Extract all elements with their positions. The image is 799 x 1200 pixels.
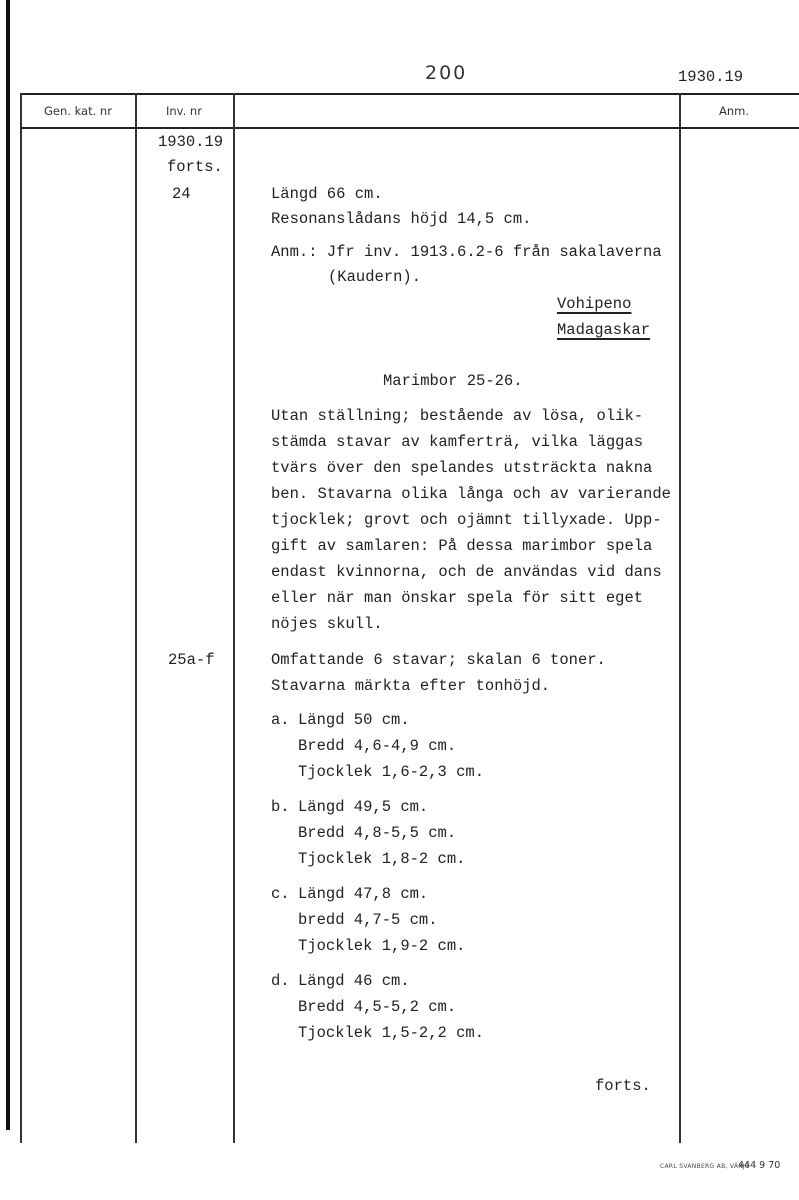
bar-d-label: d. xyxy=(271,972,290,990)
item25-intro-line2: Stavarna märkta efter tonhöjd. xyxy=(271,677,551,695)
marimbor-paragraph-line: eller när man önskar spela för sitt eget xyxy=(271,589,644,607)
card-number: 1930.19 xyxy=(678,68,744,86)
marimbor-paragraph-line: gift av samlaren: På dessa marimbor spela xyxy=(271,537,653,555)
inv-item-25a-f: 25a-f xyxy=(168,651,215,669)
bar-c-width: bredd 4,7-5 cm. xyxy=(298,911,438,929)
header-gen-kat-nr: Gen. kat. nr xyxy=(44,104,112,118)
item24-note-line1: Anm.: Jfr inv. 1913.6.2-6 från sakalaverna xyxy=(271,243,662,261)
left-binding-bar xyxy=(6,0,10,1130)
bar-c-label: c. xyxy=(271,885,290,903)
marimbor-title: Marimbor 25-26. xyxy=(383,372,523,390)
bar-b-label: b. xyxy=(271,798,290,816)
bar-d-length: Längd 46 cm. xyxy=(298,972,410,990)
item24-country: Madagaskar xyxy=(557,321,651,339)
marimbor-paragraph-line: stämda stavar av kamferträ, vilka läggas xyxy=(271,433,644,451)
bar-b-length: Längd 49,5 cm. xyxy=(298,798,429,816)
inv-item-24: 24 xyxy=(172,185,191,203)
bar-d-thickness: Tjocklek 1,5-2,2 cm. xyxy=(298,1024,485,1042)
inv-entry-head: 1930.19 xyxy=(158,133,224,151)
item24-note-line2: (Kaudern). xyxy=(328,268,422,286)
marimbor-paragraph-line: nöjes skull. xyxy=(271,615,383,633)
marimbor-paragraph-line: endast kvinnorna, och de användas vid dans xyxy=(271,563,662,581)
bar-b-thickness: Tjocklek 1,8-2 cm. xyxy=(298,850,466,868)
divider-gen-inv xyxy=(135,93,137,1143)
page-number: 200 xyxy=(425,62,468,84)
bar-a-width: Bredd 4,6-4,9 cm. xyxy=(298,737,457,755)
table-top-rule xyxy=(20,93,799,95)
item25-intro-line1: Omfattande 6 stavar; skalan 6 toner. xyxy=(271,651,606,669)
header-bottom-rule xyxy=(20,127,799,129)
bar-c-length: Längd 47,8 cm. xyxy=(298,885,429,903)
marimbor-paragraph-line: tvärs över den spelandes utsträckta nakna xyxy=(271,459,653,477)
bar-b-width: Bredd 4,8-5,5 cm. xyxy=(298,824,457,842)
inv-entry-continued: forts. xyxy=(167,158,223,176)
bar-a-thickness: Tjocklek 1,6-2,3 cm. xyxy=(298,763,485,781)
item24-resonance-height: Resonanslådans höjd 14,5 cm. xyxy=(271,210,532,228)
printer-imprint: CARL SVANBERG AB, VÄXJÖ xyxy=(660,1163,750,1170)
bar-d-width: Bredd 4,5-5,2 cm. xyxy=(298,998,457,1016)
bar-a-length: Längd 50 cm. xyxy=(298,711,410,729)
header-anm: Anm. xyxy=(719,104,750,118)
item24-length: Längd 66 cm. xyxy=(271,185,383,203)
divider-desc-anm xyxy=(679,93,681,1143)
marimbor-paragraph-line: Utan ställning; bestående av lösa, olik- xyxy=(271,407,644,425)
item24-place: Vohipeno xyxy=(557,295,632,313)
marimbor-paragraph-line: ben. Stavarna olika långa och av varierande xyxy=(271,485,671,503)
marimbor-paragraph-line: tjocklek; grovt och ojämnt tillyxade. Upp- xyxy=(271,511,662,529)
bar-c-thickness: Tjocklek 1,9-2 cm. xyxy=(298,937,466,955)
header-inv-nr: Inv. nr xyxy=(166,104,202,118)
bar-a-label: a. xyxy=(271,711,290,729)
form-code: 444 9 70 xyxy=(738,1160,781,1171)
divider-inv-desc xyxy=(233,93,235,1143)
left-border xyxy=(20,93,22,1143)
continued-marker: forts. xyxy=(595,1077,651,1095)
